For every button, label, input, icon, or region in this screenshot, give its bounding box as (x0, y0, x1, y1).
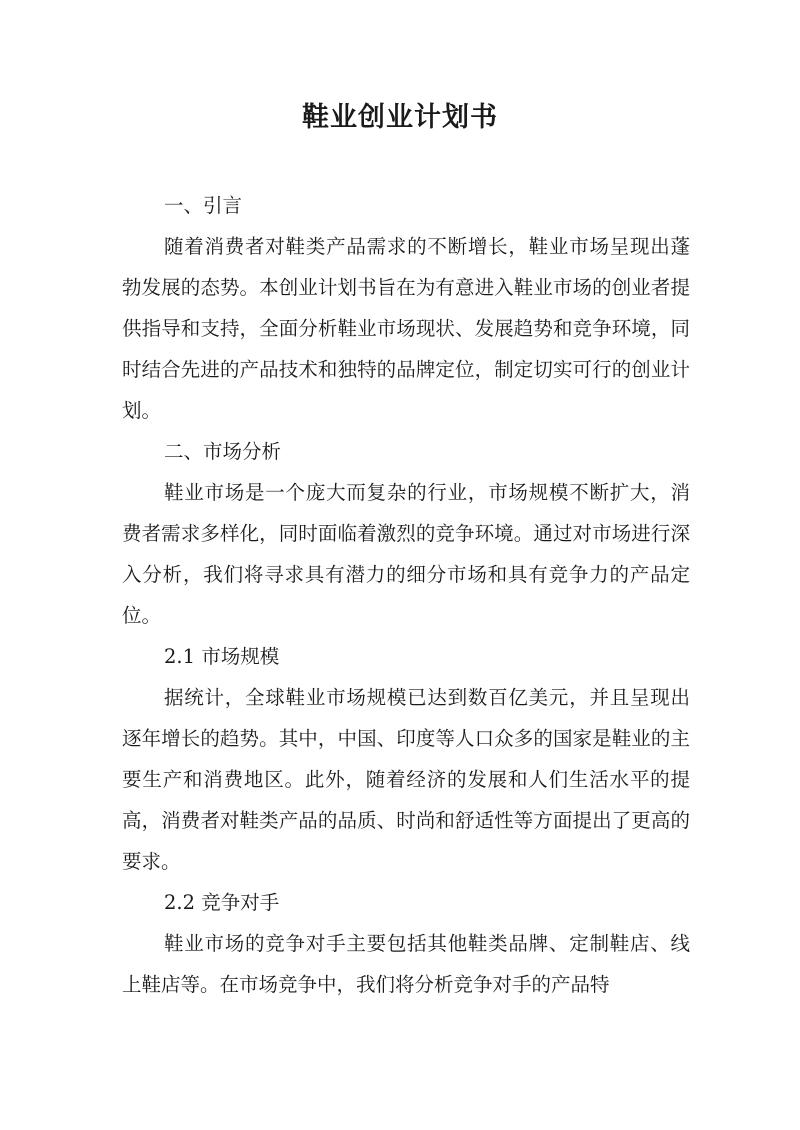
section-paragraph-competitors: 鞋业市场的竞争对手主要包括其他鞋类品牌、定制鞋店、线上鞋店等。在市场竞争中，我们将分析竞争对手的产品特 (122, 932, 690, 996)
section-heading-introduction: 一、引言 (164, 194, 243, 217)
section-heading-market-size: 2.1 市场规模 (164, 645, 280, 668)
section-paragraph-market-analysis: 鞋业市场是一个庞大而复杂的行业，市场规模不断扩大，消费者需求多样化，同时面临着激烈的竞争环境。通过对市场进行深入分析，我们将寻求具有潜力的细分市场和具有竞争力的产品定位。 (122, 481, 690, 627)
section-heading-competitors: 2.2 竞争对手 (164, 891, 280, 914)
section-heading-market-analysis: 二、市场分析 (164, 440, 282, 463)
document-title: 鞋业创业计划书 (302, 102, 498, 133)
section-paragraph-introduction: 随着消费者对鞋类产品需求的不断增长，鞋业市场呈现出蓬勃发展的态势。本创业计划书旨在为有意进入鞋业市场的创业者提供指导和支持，全面分析鞋业市场现状、发展趋势和竞争环境，同时结合先进的产品技术和独特的品牌定位，制定切实可行的创业计划。 (122, 235, 690, 422)
document-body (122, 185, 690, 1005)
section-paragraph-market-size: 据统计，全球鞋业市场规模已达到数百亿美元，并且呈现出逐年增长的趋势。其中，中国、印度等人口众多的国家是鞋业的主要生产和消费地区。此外，随着经济的发展和人们生活水平的提高，消费者对鞋类产品的品质、时尚和舒适性等方面提出了更高的要求。 (122, 686, 690, 873)
